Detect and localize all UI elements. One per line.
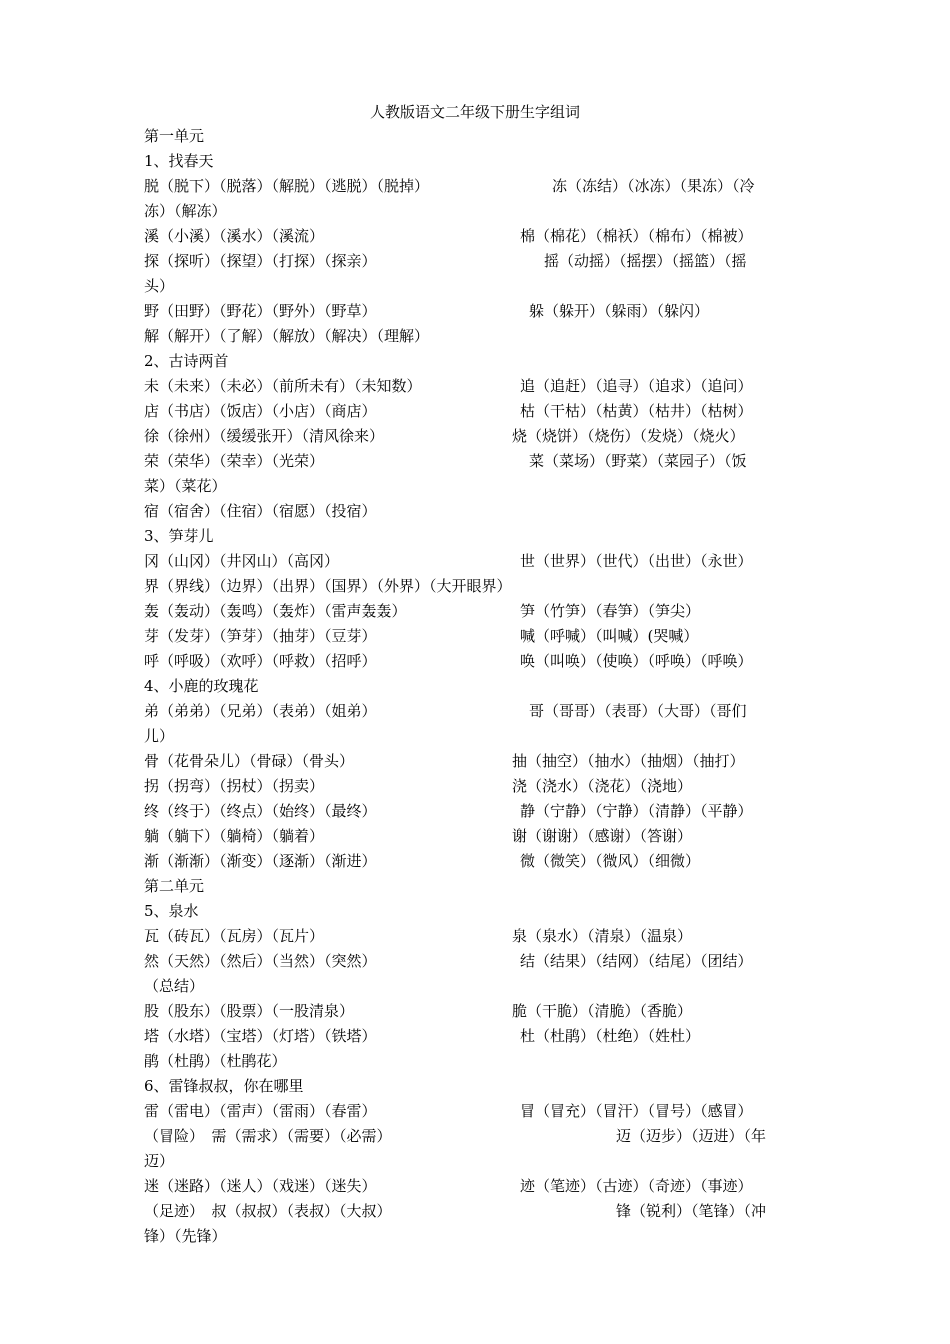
word-group-line: 结（结果）（结网）（结尾）（团结） bbox=[520, 952, 753, 970]
word-group-line: 唤（叫唤）（使唤）（呼唤）（呼唤） bbox=[520, 652, 753, 670]
word-group-line: 冻（冻结）（冰冻）（果冻）（冷 bbox=[552, 177, 755, 195]
word-group-line: 拐（拐弯）（拐杖）（拐卖） bbox=[144, 777, 325, 795]
word-group-line: 锋）（先锋） bbox=[144, 1227, 227, 1245]
word-group-line: 宿（宿舍）（住宿）（宿愿）（投宿） bbox=[144, 502, 377, 520]
lesson-heading: 6、雷锋叔叔，你在哪里 bbox=[144, 1077, 304, 1095]
word-group-line: 头） bbox=[144, 277, 175, 295]
word-group-line: 躺（躺下）（躺椅）（躺着） bbox=[144, 827, 325, 845]
unit-heading: 第二单元 bbox=[144, 877, 205, 895]
word-group-line: 荣（荣华）（荣幸）（光荣） bbox=[144, 452, 325, 470]
word-group-line: 脱（脱下）（脱落）（解脱）（逃脱）（脱掉） bbox=[144, 177, 430, 195]
word-group-line: 迹（笔迹）（古迹）（奇迹）（事迹） bbox=[520, 1177, 753, 1195]
lesson-heading: 4、小鹿的玫瑰花 bbox=[144, 677, 259, 695]
word-group-line: 未（未来）（未必）（前所未有）（未知数） bbox=[144, 377, 422, 395]
word-group-line: 枯（干枯）（枯黄）（枯井）（枯树） bbox=[520, 402, 753, 420]
unit-heading: 第一单元 bbox=[144, 127, 205, 145]
word-group-line: 冈（山冈）（井冈山）（高冈） bbox=[144, 552, 340, 570]
word-group-line: 芽（发芽）（笋芽）（抽芽）（豆芽） bbox=[144, 627, 377, 645]
word-group-line: 股（股东）（股票）（一股清泉） bbox=[144, 1002, 355, 1020]
word-group-line: 界（界线）（边界）（出界）（国界）（外界）（大开眼界） bbox=[144, 577, 512, 595]
word-group-line: （足迹） 叔（叔叔）（表叔）（大叔） bbox=[144, 1202, 392, 1220]
word-group-line: 杜（杜鹃）（杜绝）（姓杜） bbox=[520, 1027, 701, 1045]
word-group-line: 笋（竹笋）（春笋）（笋尖） bbox=[520, 602, 701, 620]
word-group-line: 哥（哥哥）（表哥）（大哥）（哥们 bbox=[529, 702, 747, 720]
word-group-line: 弟（弟弟）（兄弟）（表弟）（姐弟） bbox=[144, 702, 377, 720]
word-group-line: 雷（雷电）（雷声）（雷雨）（春雷） bbox=[144, 1102, 377, 1120]
word-group-line: 冒（冒充）（冒汗）（冒号）（感冒） bbox=[520, 1102, 753, 1120]
word-group-line: （冒险） 需（需求）（需要）（必需） bbox=[144, 1127, 392, 1145]
word-group-line: 抽（抽空）（抽水）（抽烟）（抽打） bbox=[512, 752, 745, 770]
word-group-line: 徐（徐州）（缓缓张开）（清风徐来） bbox=[144, 427, 385, 445]
word-group-line: （总结） bbox=[144, 977, 205, 995]
word-group-line: 迈） bbox=[144, 1152, 175, 1170]
word-group-line: 泉（泉水）（清泉）（温泉） bbox=[512, 927, 693, 945]
lesson-heading: 2、古诗两首 bbox=[144, 352, 229, 370]
lesson-heading: 1、找春天 bbox=[144, 152, 214, 170]
word-group-line: 野（田野）（野花）（野外）（野草） bbox=[144, 302, 377, 320]
word-group-line: 浇（浇水）（浇花）（浇地） bbox=[512, 777, 693, 795]
word-group-line: 菜（菜场）（野菜）（菜园子）（饭 bbox=[529, 452, 747, 470]
word-group-line: 棉（棉花）（棉袄）（棉布）（棉被） bbox=[520, 227, 753, 245]
word-group-line: 迷（迷路）（迷人）（戏迷）（迷失） bbox=[144, 1177, 377, 1195]
word-group-line: 锋（锐利）（笔锋）（冲 bbox=[616, 1202, 767, 1220]
word-group-line: 呼（呼吸）（欢呼）（呼救）（招呼） bbox=[144, 652, 377, 670]
word-group-line: 世（世界）（世代）（出世）（永世） bbox=[520, 552, 753, 570]
word-group-line: 谢（谢谢）（感谢）（答谢） bbox=[512, 827, 693, 845]
word-group-line: 追（追赶）（追寻）（追求）（追问） bbox=[520, 377, 753, 395]
word-group-line: 静（宁静）（宁静）（清静）（平静） bbox=[520, 802, 753, 820]
word-group-line: 终（终于）（终点）（始终）（最终） bbox=[144, 802, 377, 820]
word-group-line: 儿） bbox=[144, 727, 175, 745]
word-group-line: 冻）（解冻） bbox=[144, 202, 227, 220]
word-group-line: 解（解开）（了解）（解放）（解决）（理解） bbox=[144, 327, 430, 345]
word-group-line: 探（探听）（探望）（打探）（探亲） bbox=[144, 252, 377, 270]
lesson-heading: 3、笋芽儿 bbox=[144, 527, 214, 545]
lesson-heading: 5、泉水 bbox=[144, 902, 199, 920]
document-title: 人教版语文二年级下册生字组词 bbox=[369, 103, 580, 121]
word-group-line: 迈（迈步）（迈进）（年 bbox=[616, 1127, 767, 1145]
word-group-line: 摇（动摇）（摇摆）（摇篮）（摇 bbox=[544, 252, 747, 270]
word-group-line: 塔（水塔）（宝塔）（灯塔）（铁塔） bbox=[144, 1027, 377, 1045]
word-group-line: 烧（烧饼）（烧伤）（发烧）（烧火） bbox=[512, 427, 745, 445]
word-group-line: 轰（轰动）（轰鸣）（轰炸）（雷声轰轰） bbox=[144, 602, 407, 620]
word-group-line: 骨（花骨朵儿）（骨碌）（骨头） bbox=[144, 752, 355, 770]
word-group-line: 微（微笑）（微风）（细微） bbox=[520, 852, 701, 870]
word-group-line: 菜）（菜花） bbox=[144, 477, 227, 495]
word-group-line: 然（天然）（然后）（当然）（突然） bbox=[144, 952, 377, 970]
word-group-line: 喊（呼喊）（叫喊）(哭喊） bbox=[520, 627, 699, 645]
word-group-line: 鹃（杜鹃）（杜鹃花） bbox=[144, 1052, 287, 1070]
word-group-line: 瓦（砖瓦）（瓦房）（瓦片） bbox=[144, 927, 325, 945]
word-group-line: 溪（小溪）（溪水）（溪流） bbox=[144, 227, 325, 245]
word-group-line: 店（书店）（饭店）（小店）（商店） bbox=[144, 402, 377, 420]
word-group-line: 渐（渐渐）（渐变）（逐渐）（渐进） bbox=[144, 852, 377, 870]
word-group-line: 躲（躲开）（躲雨）（躲闪） bbox=[529, 302, 710, 320]
word-group-line: 脆（干脆）（清脆）（香脆） bbox=[512, 1002, 693, 1020]
